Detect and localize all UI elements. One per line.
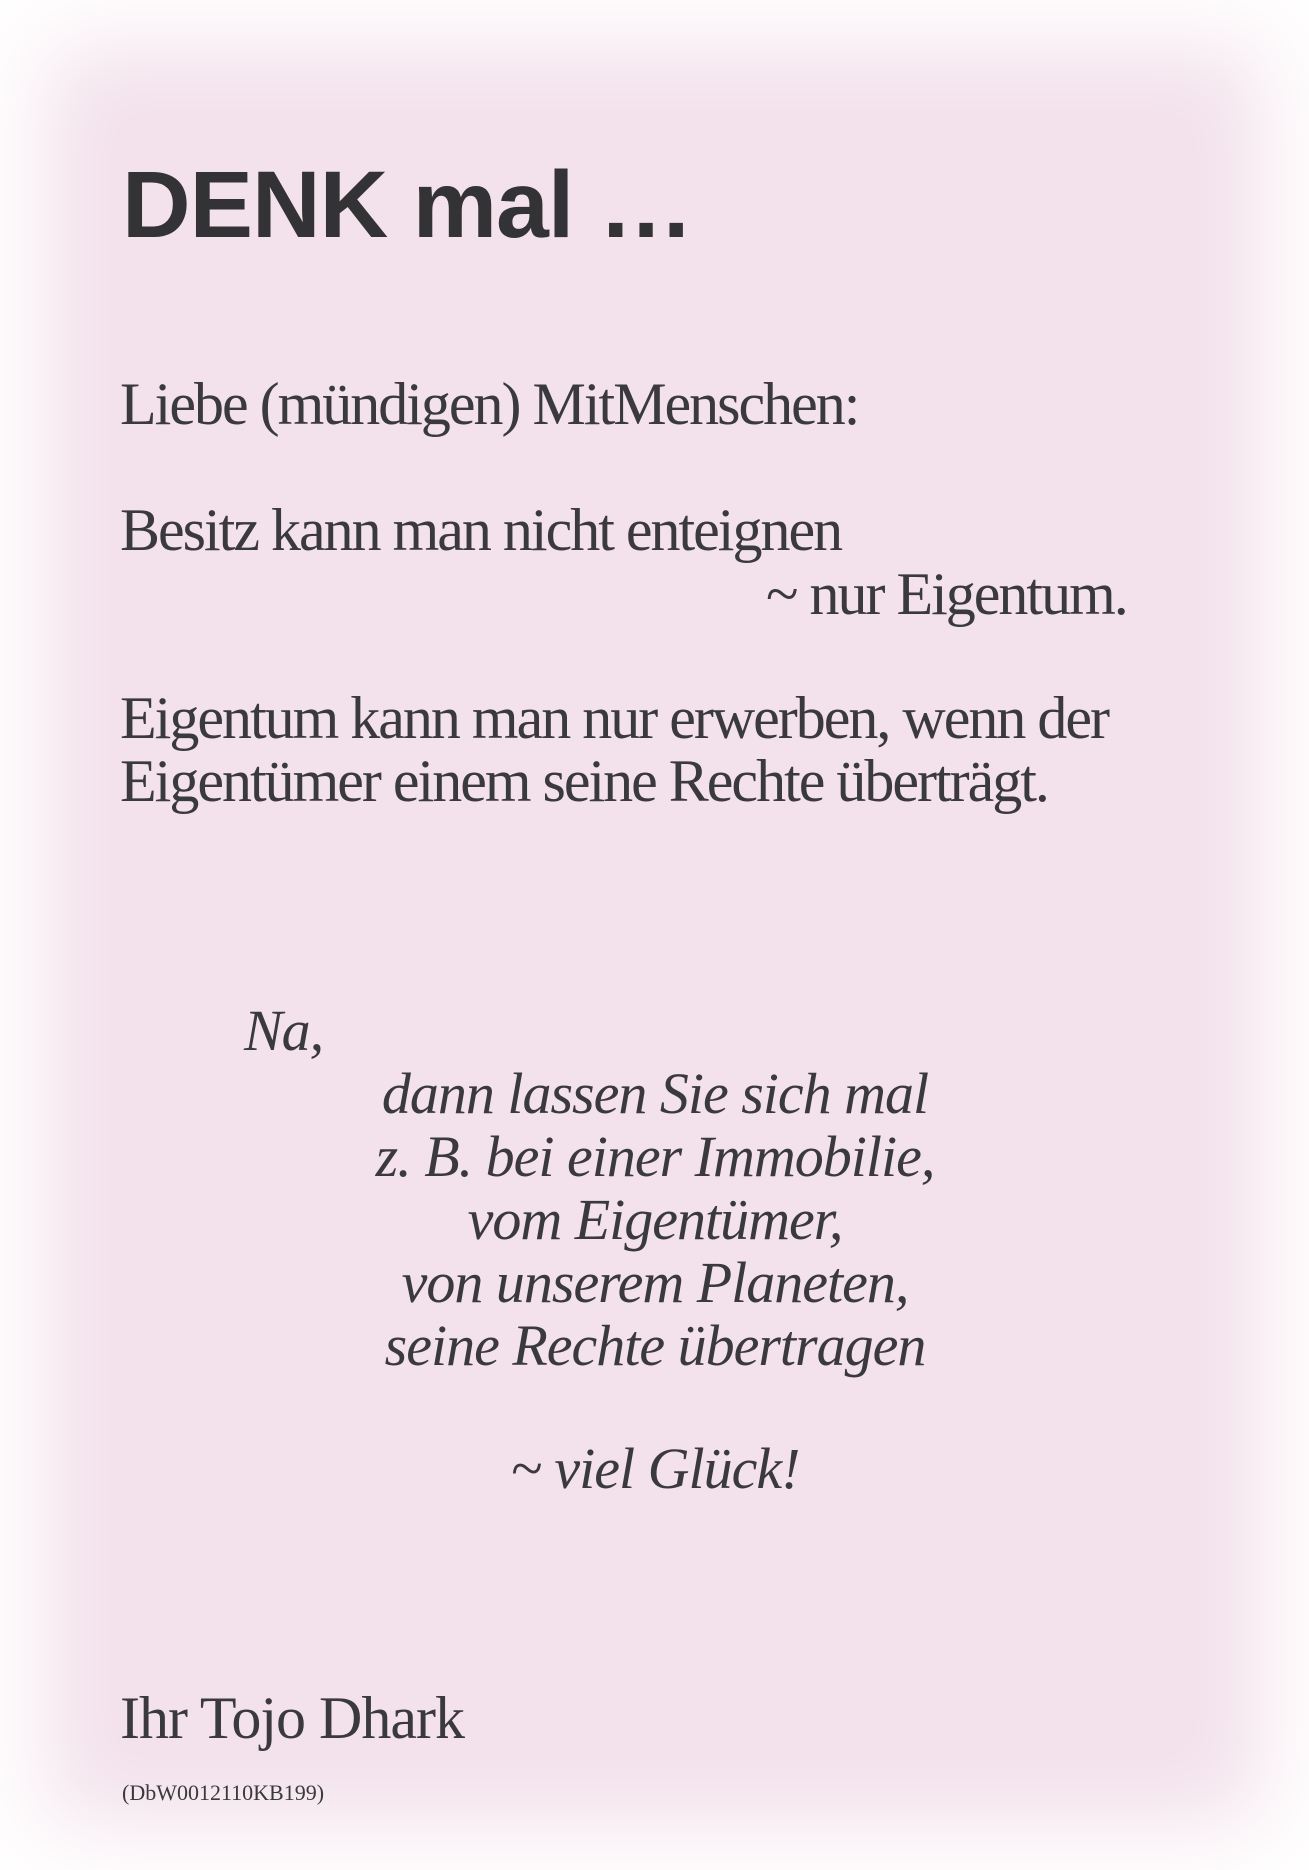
- signature: Ihr Tojo Dhark: [120, 1685, 464, 1751]
- paragraph1-line1: Besitz kann man nicht enteignen: [120, 497, 842, 563]
- paragraph2-line2: Eigentümer einem seine Rechte überträgt.: [120, 748, 1048, 814]
- paragraph1-line2: ~ nur Eigentum.: [766, 561, 1127, 627]
- quote-line-5: seine Rechte übertragen: [384, 1313, 926, 1378]
- paragraph2-line1: Eigentum kann man nur erwerben, wenn der: [120, 685, 1108, 751]
- greeting-text: Liebe (mündigen) MitMenschen:: [120, 371, 859, 437]
- quote-line-4: von unserem Planeten,: [401, 1250, 909, 1315]
- quote-line-3: vom Eigentümer,: [467, 1187, 843, 1252]
- quote-opening: Na,: [244, 998, 324, 1063]
- quote-closing: ~ viel Glück!: [510, 1436, 800, 1501]
- quote-line-1: dann lassen Sie sich mal: [381, 1061, 929, 1126]
- page-title: DENK mal …: [122, 152, 693, 258]
- reference-code: (DbW0012110KB199): [122, 1780, 325, 1805]
- quote-line-2: z. B. bei einer Immobilie,: [375, 1124, 935, 1189]
